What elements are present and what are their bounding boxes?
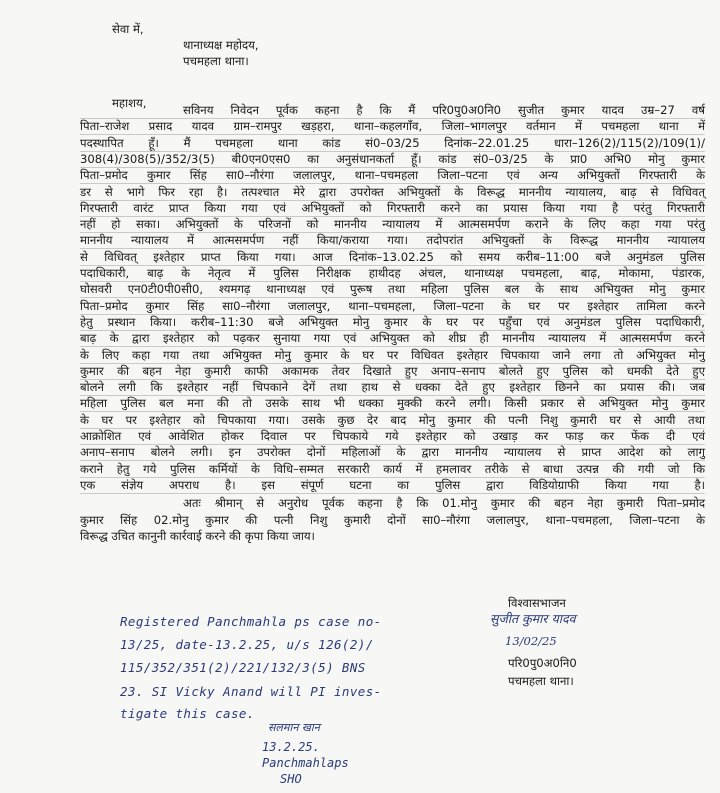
endorsement-date: 13.2.25. [262,740,320,754]
body-line: घोसवरी एन0टी0पी0सी0, श्यमगढ़ थानाध्यक्ष एवं पुरूष तथा महिला पुलिस बल के साथ अभियुक्त मोनु कुमार [80,282,705,297]
body-line: माननीय न्यायालय में आत्मसमर्पण नहीं किया/कराया गया। तदोपरांत अभियुक्तों के विरूद्ध माननीय न्यायालय [80,233,705,248]
salutation: सेवा में, [112,22,144,36]
body-line: महिला पुलिस बल मना की तो उसके साथ भी धक्का मुक्की करने लगी। किसी प्रकार से अभियुक्त मोनु कुमार [80,396,705,411]
body-line: डर से भागे फिर रहा है। तत्पश्चात मेरे द्वारा उपरोक्त अभियुक्तों के विरूद्ध माननीय न्यायालय, बाढ़ से विधिवत् [80,184,705,199]
officer-signature: सलमान खान [268,721,320,734]
endorsement-line-4: 23. SI Vicky Anand will PI inves- [120,684,382,699]
body-line: बोलने लगी कि इश्तेहार नहीं चिपकाने देगें तथा हाथ से धक्का देते हुए इश्तेहार छिनने का प्रयास की। जब [80,380,705,395]
signer-rank: परि0पु0अ0नि0 [508,656,577,670]
endorsement-station: Panchmahlaps [262,756,349,770]
endorsement-line-2: 13/25, date-13.2.25, u/s 126(2)/ [120,637,374,652]
request-line: अतः श्रीमान् से अनुरोध पूर्वक कहना है कि 01.मोनु कुमार की बहन नेहा कुमारी पिता–प्रमोद [183,496,705,511]
endorsement-line-5: tigate this case. [120,706,255,721]
request-line: विरूद्ध उचित कानुनी कार्रवाई करने की कृपा किया जाय। [80,528,315,543]
greeting: महाशय, [112,96,147,110]
rule-line [80,493,705,494]
endorsement-line-1: Registered Panchmahla ps case no- [120,614,382,629]
closing: विश्वासभाजन [508,596,566,610]
body-line: से विधिवत् इश्तेहार प्राप्त किया गया। आज दिनांक–13.02.25 को समय करीब–11:00 बजे अनुमंडल पुलिस [80,249,705,264]
signer-signature: सुजीत कुमार यादव [490,611,576,626]
body-line: कुमार की बहन नेहा कुमारी काफी अकामक तेवर दिखाते हुए अनाप–सनाप बोलते हुए पुलिस को धमकी देते हुए [80,363,705,378]
signer-station: पचमहला थाना। [508,674,574,688]
recipient-station: पचमहला थाना। [183,54,249,68]
body-line: 308(4)/308(5)/352/3(5) बी0एन0एस0 का अनुसंधानकर्ता हूँ। कांड सं0–03/25 के प्रा0 अभि0 मोनु कुमार [80,151,705,166]
body-line: पदाधिकारी, बाढ़ के नेतृत्व में पुलिस निरीक्षक हाथीदह अंचल, थानाध्यक्ष पचमहला, बाढ़, मोकामा, पंडारक, [80,266,705,280]
body-line: पिता–प्रमोद कुमार सिंह सा0–नौरंगा जलालपुर, थाना–पचमहला जिला–पटना एवं अन्य अभियुक्तों गिरफ्तारी के [80,168,705,183]
body-line: बाढ़ के द्वारा इश्तेहार को पढ़कर सुनाया गया एवं अभियुक्त को शीघ्र ही माननीय न्यायालय में आत्मसमर्पण करने [80,331,705,346]
body-line: के लिए कहा गया तथा अभियुक्त मोनु कुमार के घर पर विधिवत इश्तेहार चिपकाया जाने लगा तो अभियुक्त मोनु [80,347,705,362]
body-line: पिता–प्रमोद कुमार सिंह सा0–नौरंगा जलालपुर, थाना–पचमहला, जिला–पटना के घर पर इश्तेहार तामिला करने [80,298,705,313]
body-line: कराने हेतु गये पुलिस कर्मियों के विधि–सम्मत सरकारी कार्य में हमलावर तरीके से बाधा उत्पन्न की गयी जो कि [80,461,705,476]
body-line: एक संज्ञेय अपराध है। इस संपूर्ण घटना का पुलिस द्वारा विडियोग्राफी किया गया है। [80,477,705,492]
endorsement-designation: SHO [280,772,302,786]
body-line: पदस्थापित हूँ। मैं पचमहला थाना कांड सं0–03/25 दिनांक–22.01.25 धारा–126(2)/115(2)/109(1)/ [80,135,705,150]
body-line: पिता–राजेश प्रसाद यादव ग्राम–रामपुर खड़हरा, थाना–कहलगाँव, जिला–भागलपुर वर्तमान में पचमहला थाना में [80,119,705,134]
body-line: के घर पर इश्तेहार को चिपकाया गया। उसके कुछ देर बाद मोनु कुमार की पत्नी निशु कुमारी घर से आयी तथा [80,412,705,427]
body-line: हेतु प्रस्थान किया। करीब–11:30 बजे अभियुक्त मोनु कुमार के घर पर पहुँचा एवं अनुमंडल पुलिस पदाधिकारी, [80,314,705,329]
body-line: सविनय निवेदन पूर्वक कहना है कि मैं परि0पु0अ0नि0 सुजीत कुमार यादव उम्र–27 वर्ष [183,103,705,117]
body-line: गिरफ्तारी वारंट प्राप्त किया गया एवं अभियुक्तों को गिरफ्तारी करने का प्रयास किया गया है परंतु गिरफ्तारी [80,200,705,215]
body-line: अनाप–सनाप बोलने लगी। इन उपरोक्त दोनों महिलाओं के द्वारा माननीय न्यायालय से प्राप्त आदेश को लागु [80,445,705,460]
recipient-title: थानाध्यक्ष महोदय, [183,38,259,52]
body-line: आक्रोशित एवं आवेशित होकर दिवाल पर चिपकाये गये इश्तेहार को उखाड़ कर फाड़ कर फेंक दी एवं [80,429,705,443]
signature-date: 13/02/25 [505,634,557,648]
body-line: नहीं हो सका। अभियुक्तों के परिजनों को माननीय न्यायालय में आत्मसमर्पण कराने के लिए कहा गया परंतु [80,217,705,232]
request-line: कुमार सिंह 02.मोनु कुमार की पत्नी निशु कुमारी दोनों सा0–नौरंगा जलालपुर, थाना–पचमहला, जिला–पटना के [80,512,705,527]
endorsement-line-3: 115/352/351(2)/221/132/3(5) BNS [120,660,366,675]
